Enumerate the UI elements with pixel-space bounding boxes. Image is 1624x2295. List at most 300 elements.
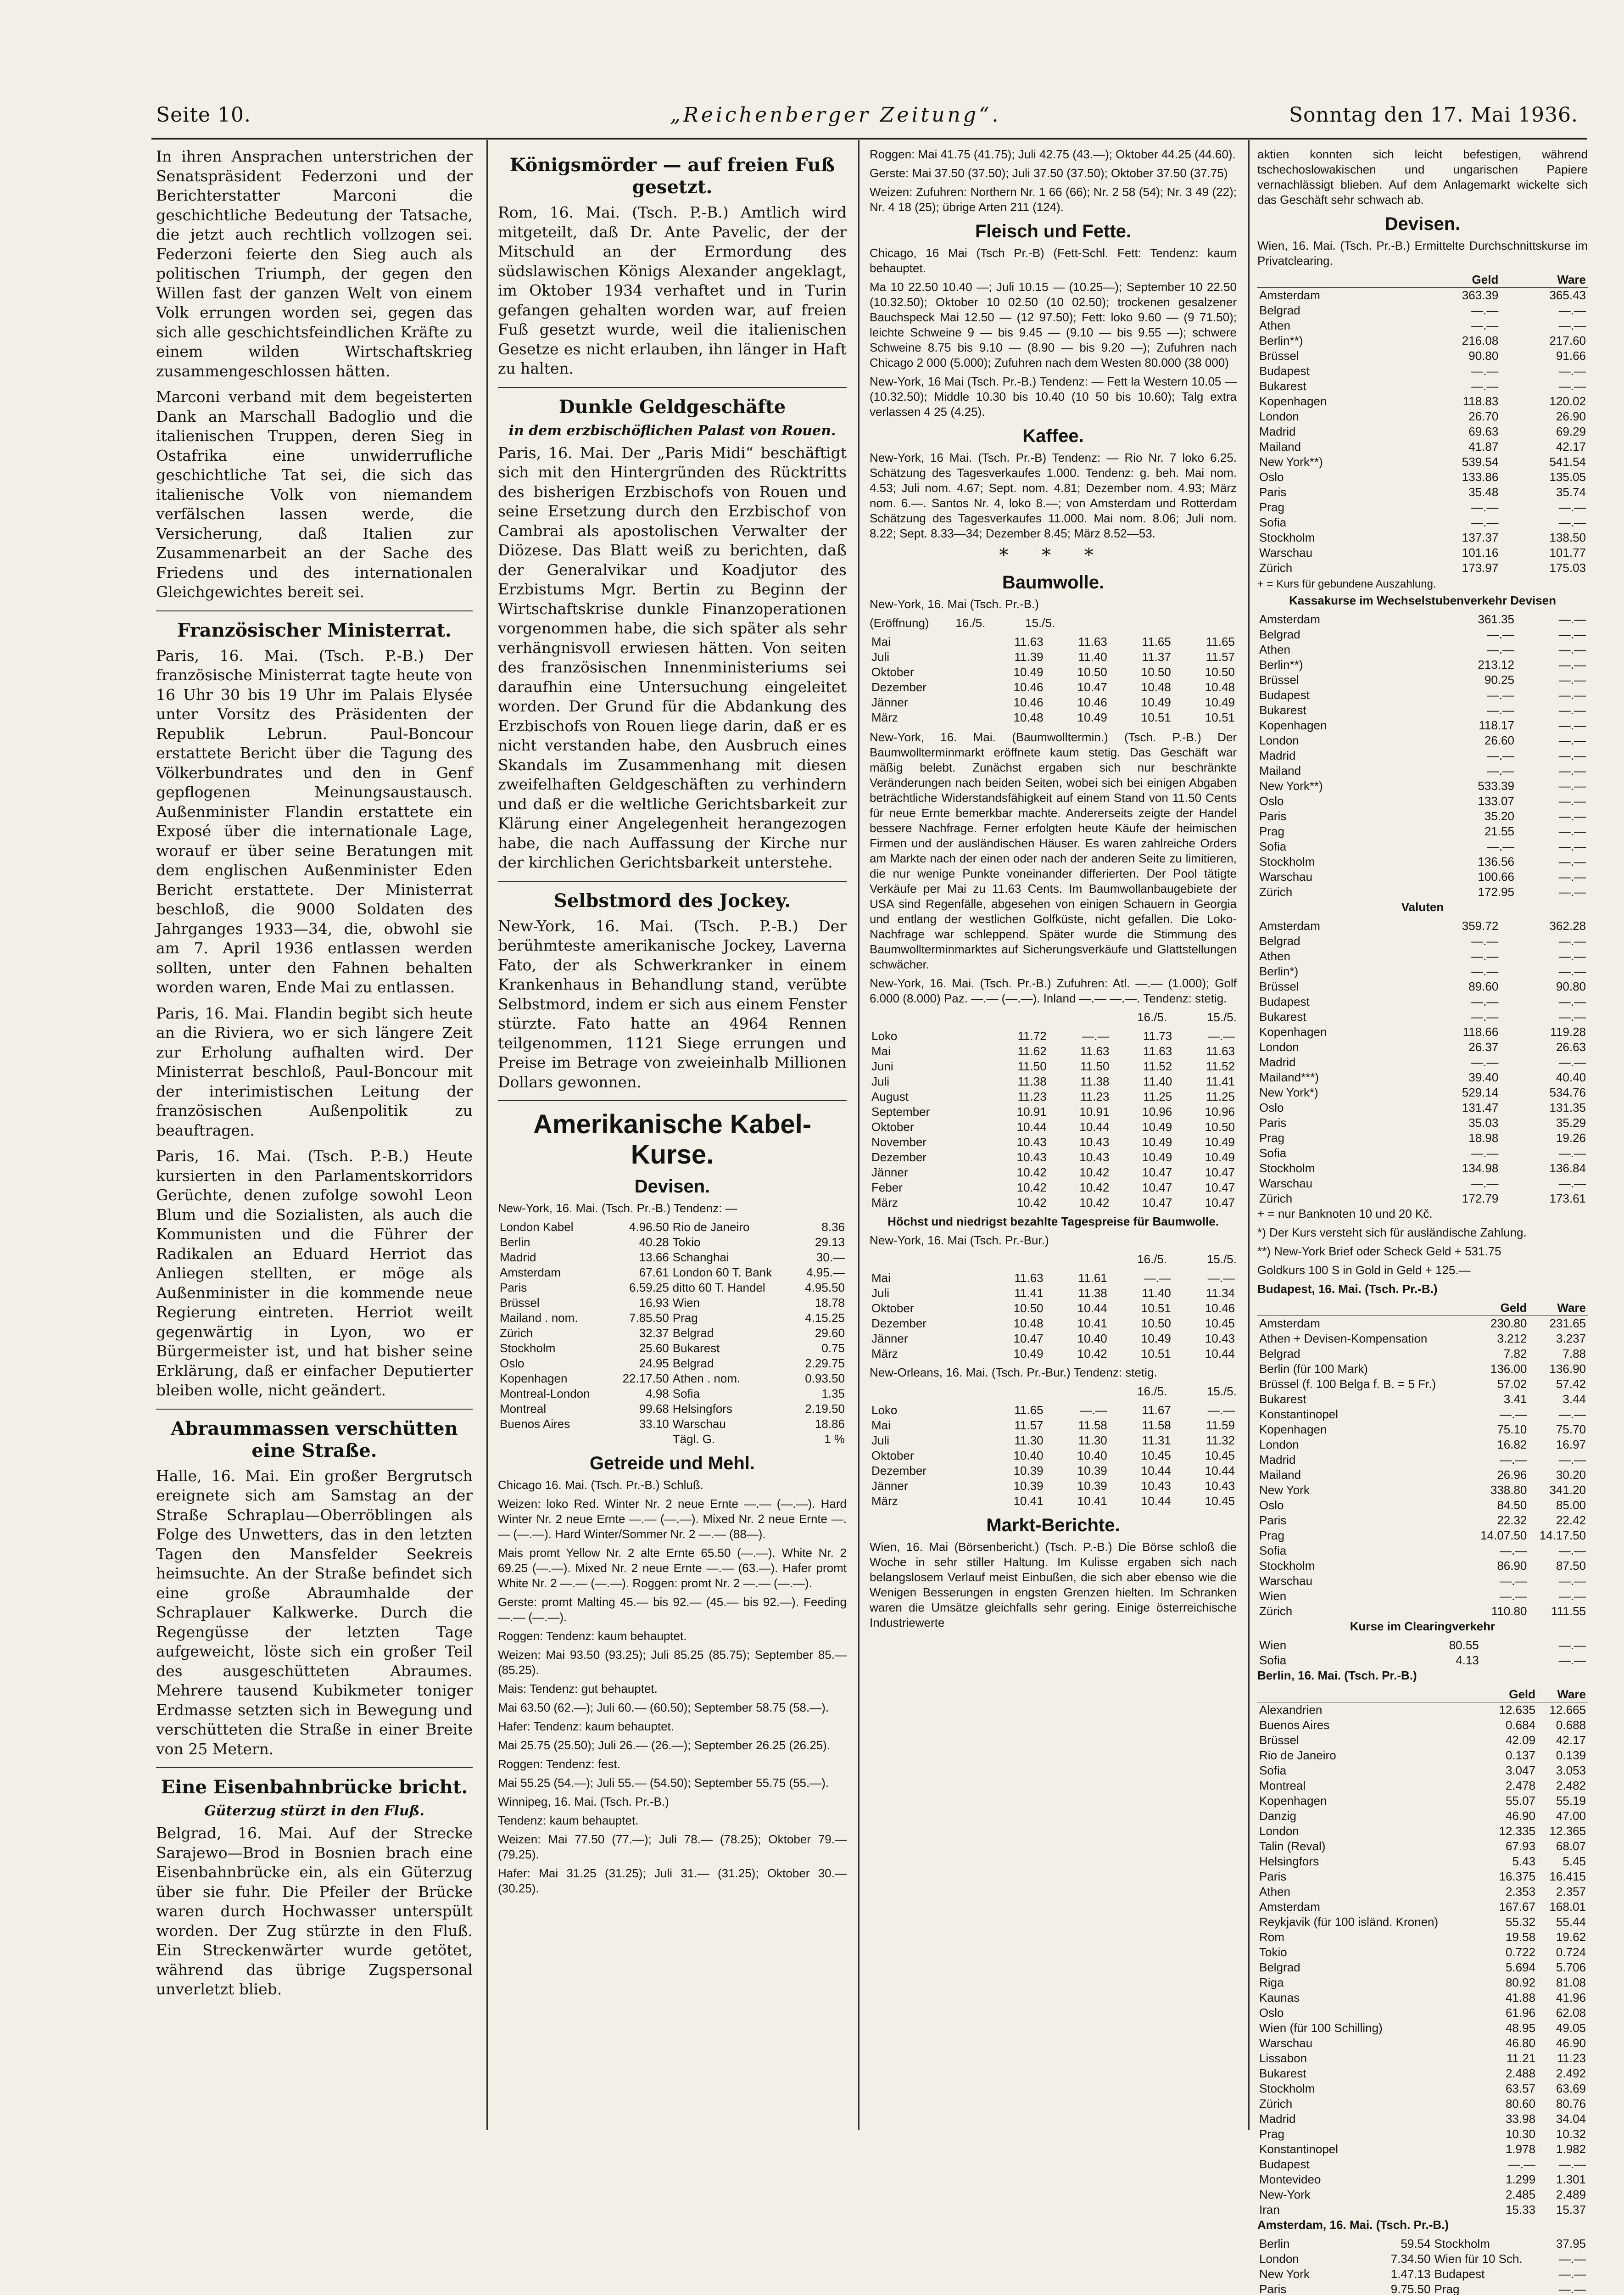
table-cell: 34.04	[1556, 2112, 1586, 2126]
table-cell: 10.51	[1141, 1347, 1171, 1360]
table-row	[1257, 1558, 1588, 1573]
table-row	[1257, 454, 1588, 470]
market-line: Weizen: Mai 93.50 (93.25); Juli 85.25 (85.75); September 85.— (85.25).	[498, 1648, 847, 1677]
table-caption: Höchst und niedrigst bezahlte Tagespreise für Baumwolle.	[887, 1215, 1219, 1228]
table-caption: Kassakurse im Wechselstubenverkehr Devisen	[1289, 593, 1556, 607]
table-cell: Bukarest	[1259, 379, 1306, 393]
table-cell: 11.40	[1078, 650, 1107, 664]
table-row	[1257, 1346, 1588, 1361]
table-cell: —.—	[1558, 840, 1586, 853]
table-cell: 10.44	[1079, 1120, 1110, 1134]
table-row	[870, 1346, 1237, 1361]
table-row	[1257, 2081, 1588, 2096]
table-cell	[498, 1432, 611, 1447]
table-row	[1257, 627, 1588, 642]
table-row	[1257, 794, 1588, 809]
table-cell: 4.13	[1456, 1653, 1479, 1667]
table-cell: 11.38	[1078, 1286, 1107, 1300]
headline-ministerrat: Französischer Ministerrat.	[177, 619, 452, 641]
column-rule	[1248, 140, 1250, 2130]
table-cell: 5.43	[1512, 1854, 1536, 1868]
table-cell: 10.39	[1077, 1479, 1107, 1493]
table-row	[1257, 839, 1588, 854]
table-cell: 137.37	[1462, 531, 1499, 544]
table-cell: 100.66	[1478, 870, 1514, 884]
table-row	[870, 1271, 1237, 1286]
market-report: Wien, 16. Mai (Börsenbericht.) (Tsch. P.-B.) Die Börse schloß die Woche in sehr stiller Haltung. Im Kulisse ergaben sich nach belangslosem Verlauf meist Einbußen, die sich aber ebenso wie die Wenigen Besserungen in engsten Grenzen hielten. Im Schranken waren die Umsätze gleichfalls sehr gering. Einige österreichische Industriewerte	[870, 1540, 1237, 1629]
table-header-row	[1257, 1300, 1588, 1316]
article-paragraph: Rom, 16. Mai. (Tsch. P.-B.) Amtlich wird mitgeteilt, daß Dr. Ante Pavelic, der der Mitschuld an der Ermordung des südslawischen Königs Alexander angeklagt, im Oktober 1934 verhaftet und in Turin gefangen gehalten worden war, auf freien Fuß gesetzt wurde, weil die italienischen Gesetze es nicht erlauben, ihn länger in Haft zu halten.	[498, 203, 847, 377]
table-cell: 80.76	[1556, 2097, 1586, 2110]
table-row	[870, 1331, 1237, 1346]
table-cell: Stockholm	[1259, 2082, 1315, 2095]
issue-date: Sonntag den 17. Mai 1936.	[1289, 103, 1578, 127]
table-cell: —.—	[1558, 733, 1586, 747]
table-cell: 3.047	[1505, 1763, 1536, 1777]
table-cell: 21.55	[1484, 824, 1514, 838]
table-row	[870, 1433, 1237, 1448]
table-row	[1257, 1573, 1588, 1589]
page-header	[156, 103, 1578, 135]
market-report: New-York, 16 Mai. (Tsch. Pr.-B) Tendenz: — Rio Nr. 7 loko 6.25. Schätzung des Tagesverkaufes 1.000. Tendenz: g. beh. Mai nom. 4.53; Juli nom. 4.67; Sept. nom. 4.81; Dezember nom. 4.93; März nom. 6.—. Santos Nr. 4, loko 8.—; von Amsterdam und Rotterdam Schätzung des Tagesverkaufes 11.000. Mai nom. 8.06; Juli nom. 8.22; Sept. 8.33—34; Dezember 8.45; März 8.52—53.	[870, 451, 1237, 540]
table-cell: —.—	[1558, 2252, 1586, 2266]
table-cell: Bukarest	[1259, 2066, 1306, 2080]
table-header-cell: Geld	[1413, 272, 1501, 288]
table-row	[1257, 1100, 1588, 1115]
table-column-header: 16./5. 15./5.	[1137, 1010, 1237, 1024]
table-cell: 13.66	[639, 1250, 669, 1264]
table-cell: —.—	[1558, 515, 1586, 529]
table-cell: Jänner	[871, 1165, 908, 1179]
table-cell: 533.39	[1478, 779, 1514, 793]
table-cell: 213.12	[1478, 658, 1514, 672]
table-row	[1257, 1161, 1588, 1176]
section-title-fleisch: Fleisch und Fette.	[975, 221, 1132, 241]
table-cell: Madrid	[500, 1250, 536, 1264]
table-cell: 10.47	[1205, 1196, 1235, 1209]
table-cell: September	[871, 1105, 930, 1119]
table-cell: Paris	[1259, 1513, 1287, 1527]
table-cell: Helsingfors	[672, 1402, 732, 1416]
table-cell: Paris	[1259, 1870, 1287, 1883]
table-row	[498, 1371, 847, 1386]
table-row	[1257, 1869, 1588, 1884]
market-line: Mais promt Yellow Nr. 2 alte Ernte 65.50 (—.—). White Nr. 2 69.25 (—.—). Mixed Nr. 2 neue Ernte —.— (63.—). Hafer promt White Nr. 2 —.— (—.—). Roggen: promt Nr. 2 —.— (—.—).	[498, 1546, 847, 1590]
table-row	[1257, 394, 1588, 409]
table-cell: 29.60	[815, 1326, 845, 1340]
table-cell: Kopenhagen	[1259, 1794, 1327, 1808]
table-cell: Warschau	[1259, 1176, 1313, 1190]
table-cell: —.—	[1558, 673, 1586, 687]
table-cell: —.—	[1471, 1010, 1499, 1024]
table-cell: Tägl. G.	[672, 1432, 715, 1446]
table-row	[1257, 1115, 1588, 1131]
table-row	[1257, 1945, 1588, 1960]
section-title-devisen: Devisen.	[1384, 214, 1461, 234]
table-row	[1257, 1070, 1588, 1085]
table-cell: 173.61	[1549, 1192, 1586, 1205]
article-separator	[498, 1100, 847, 1101]
table-cell: —.—	[1558, 1638, 1586, 1652]
table-cell: 10.50	[1141, 1316, 1171, 1330]
table-cell: 75.70	[1556, 1422, 1586, 1436]
budapest-table	[1257, 1300, 1588, 1619]
table-cell: 0.75	[821, 1341, 845, 1355]
table-cell: 8.36	[821, 1220, 845, 1234]
table-cell: Oslo	[1259, 2006, 1284, 2020]
table-cell: 534.76	[1549, 1086, 1586, 1099]
table-cell: 11.72	[1017, 1029, 1047, 1043]
table-cell: —.—	[1558, 688, 1586, 702]
table-cell: 10.48	[1205, 680, 1235, 694]
article-paragraph: Paris, 16. Mai. Flandin begibt sich heute an die Riviera, wo er sich längere Zeit zur Erholung aufhalten wird. Der Ministerrat beschloß, Paul-Boncour mit der interimistischen Leitung der französischen Außenpolitik zu beauftragen.	[156, 1004, 473, 1139]
table-cell: London	[1259, 2252, 1299, 2266]
table-cell: 30.—	[816, 1250, 845, 1264]
table-cell: 363.39	[1462, 288, 1499, 302]
table-cell: —.—	[1471, 934, 1499, 948]
market-line: Mai 63.50 (62.—); Juli 60.— (60.50); September 58.75 (58.—).	[498, 1701, 829, 1714]
table-cell: Wien	[1259, 1589, 1287, 1603]
table-cell: 10.47	[1142, 1196, 1172, 1209]
table-cell: 4.96.50	[629, 1220, 669, 1234]
table-row	[1257, 439, 1588, 454]
table-row	[1257, 1131, 1588, 1146]
table-row	[1257, 470, 1588, 485]
table-cell: 11.67	[1142, 1403, 1171, 1417]
table-row	[1257, 1361, 1588, 1377]
table-cell: 101.77	[1549, 546, 1586, 560]
table-row	[1257, 1191, 1588, 1206]
table-row	[870, 1478, 1237, 1494]
table-cell: Juli	[871, 1433, 890, 1447]
table-cell: 10.42	[1079, 1196, 1110, 1209]
table-cell: 10.50	[1141, 665, 1171, 679]
table-cell: Wien	[672, 1296, 700, 1310]
table-cell: —.—	[1558, 612, 1586, 626]
headline-dunkle-geldgeschaefte: Dunkle Geldgeschäfte	[558, 396, 786, 418]
table-cell: —.—	[1508, 2157, 1536, 2171]
table-cell: 131.47	[1462, 1101, 1499, 1114]
table-cell: 10.32	[1556, 2127, 1586, 2141]
article-paragraph: Paris, 16. Mai. (Tsch. P.-B.) Der französische Ministerrat tagte heute von 16 Uhr 30 bis 19 Uhr im Palais Elysée unter Vorsitz des Präsidenten der Republik Lebrun. Paul-Boncour erstattete Bericht über die Tagung des Völkerbundrates und den in Genf gepflogenen Meinungsaustausch. Außenminister Flandin erstattete ein Exposé über die internationale Lage, worauf er über seine Beratungen mit dem englischen Außenminister Eden Bericht erstattete. Der Ministerrat beschloß, die 9000 Soldaten des Jahrganges 1933—34, die, obwohl sie am 7. April 1936 entlassen werden sollten, unter den Fahnen behalten worden waren, Ende Mai zu entlassen.	[156, 646, 473, 996]
table-row	[870, 1418, 1237, 1433]
table-cell: 26.37	[1468, 1040, 1499, 1054]
table-cell: —.—	[1207, 1029, 1235, 1043]
table-cell: 5.694	[1505, 1960, 1536, 1974]
table-cell: 10.44	[1205, 1464, 1235, 1478]
table-cell: Mai	[871, 1044, 891, 1058]
table-cell: 10.39	[1013, 1479, 1044, 1493]
table-row	[1257, 1407, 1588, 1422]
table-cell: 7.85.50	[629, 1311, 669, 1325]
table-cell: 26.70	[1468, 409, 1499, 423]
market-line: Goldkurs 100 S in Gold in Geld + 125.—	[1257, 1263, 1471, 1277]
table-cell: 11.63	[1014, 1271, 1044, 1285]
table-row	[1257, 545, 1588, 560]
table-cell: Berlin (für 100 Mark)	[1259, 1362, 1368, 1376]
table-header-cell	[1257, 1300, 1470, 1316]
table-cell: Sofia	[1259, 515, 1287, 529]
market-line: Chicago 16. Mai. (Tsch. Pr.-B.) Schluß.	[498, 1478, 703, 1492]
table-cell: 22.42	[1556, 1513, 1586, 1527]
table-footnotes	[1257, 1206, 1588, 1278]
table-cell: —.—	[1471, 364, 1499, 378]
table-cell: —.—	[1487, 703, 1514, 717]
table-cell: Brüssel (f. 100 Belga f. B. = 5 Fr.)	[1259, 1377, 1436, 1391]
table-cell: —.—	[1471, 1176, 1499, 1190]
article-separator	[156, 1767, 473, 1768]
table-cell: 11.59	[1205, 1418, 1235, 1432]
table-cell: 10.43	[1205, 1332, 1235, 1345]
table-cell: 42.17	[1556, 1733, 1586, 1747]
table-cell: Kopenhagen	[1259, 718, 1327, 732]
table-cell: Madrid	[1259, 2112, 1296, 2126]
table-cell: —.—	[1471, 379, 1499, 393]
table-cell: 341.20	[1549, 1483, 1586, 1497]
table-cell: 12.635	[1499, 1703, 1536, 1717]
table-cell: 57.02	[1497, 1377, 1527, 1391]
table-cell: Sofia	[1259, 1544, 1287, 1557]
table-cell: 11.40	[1143, 1075, 1172, 1088]
table-cell: 90.80	[1556, 980, 1586, 993]
table-cell: Dezember	[871, 1150, 926, 1164]
table-cell: Prag	[1259, 824, 1284, 838]
table-cell: Prag	[1259, 2127, 1284, 2141]
table-cell: Rio de Janeiro	[672, 1220, 750, 1234]
table-cell: Oslo	[1259, 1498, 1284, 1512]
table-cell: 10.43	[1079, 1150, 1110, 1164]
table-cell: Juli	[871, 650, 890, 664]
table-cell: —.—	[1471, 949, 1499, 963]
table-cell: Stockholm	[1434, 2237, 1490, 2250]
table-row	[870, 1104, 1237, 1120]
market-dateline: New-York, 16. Mai (Tsch. Pr.-Bur.)	[870, 1233, 1049, 1247]
table-cell: Zürich	[1259, 2097, 1293, 2110]
market-line: Gerste: promt Malting 45.— bis 92.— (45.— bis 92.—). Feeding —.— (—.—).	[498, 1595, 847, 1624]
table-cell: Belgrad	[1259, 934, 1300, 948]
table-cell: 11.39	[1014, 650, 1044, 664]
table-row	[870, 1494, 1237, 1509]
grain-report-continued	[870, 147, 1237, 215]
baumwolle-table-4	[870, 1403, 1237, 1509]
table-cell: 67.61	[639, 1265, 669, 1279]
article-separator	[156, 610, 473, 611]
table-row	[1257, 1422, 1588, 1437]
headline-abraummassen: Abraummassen verschütten eine Straße.	[171, 1417, 458, 1461]
table-cell: 19.26	[1556, 1131, 1586, 1145]
table-cell: 365.43	[1549, 288, 1586, 302]
table-row	[1257, 1316, 1588, 1332]
table-row	[1257, 1854, 1588, 1869]
table-cell: 1.301	[1556, 2172, 1586, 2186]
table-cell: Budapest	[1434, 2267, 1485, 2281]
table-cell: —.—	[1487, 627, 1514, 641]
subheadline: in dem erzbischöflichen Palast von Rouen.	[508, 422, 836, 439]
table-cell: 19.58	[1505, 1930, 1536, 1944]
table-cell: 2.489	[1556, 2188, 1586, 2201]
table-cell: Budapest	[1259, 995, 1310, 1008]
table-cell: Juli	[871, 1075, 890, 1088]
table-cell: 40.28	[639, 1235, 669, 1249]
table-cell: 118.66	[1462, 1025, 1499, 1039]
newspaper-title: „Reichenberger Zeitung“.	[670, 103, 1001, 127]
table-cell: Kopenhagen	[1259, 394, 1327, 408]
table-cell: 11.73	[1143, 1029, 1172, 1043]
table-cell: —.—	[1558, 718, 1586, 732]
table-cell: Bukarest	[1259, 1010, 1306, 1024]
table-cell: 0.688	[1556, 1718, 1586, 1732]
table-cell: 0.684	[1505, 1718, 1536, 1732]
table-cell: Belgrad	[1259, 1960, 1300, 1974]
table-cell: 3.44	[1563, 1392, 1586, 1406]
table-cell: 135.05	[1549, 470, 1586, 484]
table-cell: —.—	[1471, 303, 1499, 317]
table-row	[1257, 1467, 1588, 1483]
table-cell: Zürich	[1259, 1192, 1293, 1205]
table-header-row	[1257, 1687, 1588, 1702]
table-cell: 134.98	[1462, 1161, 1499, 1175]
table-cell: 2.482	[1556, 1779, 1586, 1792]
table-cell: 10.50	[1205, 1120, 1235, 1134]
table-row	[1257, 1899, 1588, 1914]
table-row	[1257, 854, 1588, 869]
table-cell: 11.30	[1078, 1433, 1107, 1447]
table-cell: 10.44	[1141, 1494, 1171, 1508]
table-row	[1257, 1483, 1588, 1498]
table-cell: 101.16	[1462, 546, 1499, 560]
table-row	[1257, 964, 1588, 979]
table-header-cell	[1257, 272, 1413, 288]
table-cell: 5.45	[1563, 1854, 1586, 1868]
table-cell: Sofia	[1259, 1763, 1287, 1777]
table-cell: 11.23	[1080, 1090, 1110, 1103]
table-row	[498, 1326, 847, 1341]
table-cell: —.—	[1558, 364, 1586, 378]
table-cell: Brüssel	[1259, 349, 1299, 363]
table-row	[1257, 2172, 1588, 2187]
table-cell: Schanghai	[672, 1250, 729, 1264]
subheadline: Güterzug stürzt in den Fluß.	[204, 1803, 424, 1819]
table-row	[1257, 2267, 1588, 2282]
table-column-header: 16./5. 15./5.	[1137, 1252, 1237, 1266]
table-cell: Oktober	[871, 1120, 914, 1134]
table-cell: 12.335	[1499, 1824, 1536, 1838]
headline-koenigsmoerder: Königsmörder — auf freien Fuß gesetzt.	[509, 154, 835, 198]
table-cell: 16.82	[1497, 1438, 1527, 1451]
table-row	[870, 1120, 1237, 1135]
table-cell: 10.49	[1142, 1135, 1172, 1149]
table-cell: 10.50	[1205, 665, 1235, 679]
market-line: Roggen: Tendenz: kaum behauptet.	[498, 1629, 687, 1643]
market-line: + = nur Banknoten 10 und 20 Kč.	[1257, 1207, 1433, 1220]
table-row	[1257, 979, 1588, 994]
table-header-cell: Geld	[1470, 1300, 1529, 1316]
table-cell: 11.34	[1205, 1286, 1235, 1300]
table-cell: 10.44	[1141, 1464, 1171, 1478]
article-paragraph: In ihren Ansprachen unterstrichen der Senatspräsident Federzoni und der Berichterstatter Marconi die geschichtliche Bedeutung der Tatsache, die jetzt auch rechtlich vollzogen sei. Federzoni feierte den Sieg auch als politischen Triumph, der gegen den Willen fast der ganzen Welt von einem Volk errungen worden sei, gegen das sich alle geschichtsfeindlichen Kräfte zu einem wilden Wirtschaftskrieg zusammengeschlossen hätten.	[156, 147, 473, 380]
table-row	[1257, 1331, 1588, 1346]
table-cell: 539.54	[1462, 455, 1499, 469]
market-line: Mai 55.25 (54.—); Juli 55.— (54.50); September 55.75 (55.—).	[498, 1776, 829, 1790]
table-cell: 0.722	[1505, 1945, 1536, 1959]
article-separator	[156, 1409, 473, 1410]
table-row	[1257, 2051, 1588, 2066]
table-row	[498, 1432, 847, 1447]
column-3	[870, 147, 1237, 2125]
table-row	[1257, 333, 1588, 348]
table-cell: 119.28	[1550, 1025, 1586, 1039]
market-line: Weizen: loko Red. Winter Nr. 2 neue Ernte —.— (—.—). Hard Winter Nr. 2 neue Ernte —.— (—.—). Mixed Nr. 2 neue Ernte —.— (—.—). Hard Winter/Sommer Nr. 2 —.— (88—).	[498, 1497, 847, 1541]
table-cell: Alexandrien	[1259, 1703, 1323, 1717]
table-cell: —.—	[1558, 809, 1586, 823]
table-cell: Rio de Janeiro	[1259, 1748, 1336, 1762]
table-cell: Athen	[1259, 319, 1290, 332]
table-cell: 11.58	[1078, 1418, 1107, 1432]
table-cell: 15.37	[1556, 2203, 1586, 2217]
table-cell: 33.98	[1505, 2112, 1536, 2126]
market-dateline: Budapest, 16. Mai. (Tsch. Pr.-B.)	[1257, 1282, 1438, 1296]
table-cell: Paris	[1259, 2282, 1287, 2295]
table-cell: Mailand	[1259, 1468, 1301, 1482]
table-cell: —.—	[1558, 764, 1586, 778]
table-cell: —.—	[1558, 779, 1586, 793]
table-cell: —.—	[1558, 658, 1586, 672]
table-cell: —.—	[1558, 1574, 1586, 1588]
table-cell: 362.28	[1549, 919, 1586, 933]
table-cell: 10.46	[1013, 695, 1044, 709]
table-cell: 10.45	[1141, 1449, 1171, 1462]
table-cell: 11.52	[1205, 1059, 1235, 1073]
table-row	[498, 1220, 847, 1235]
table-row	[1257, 1793, 1588, 1808]
table-cell: 133.86	[1462, 470, 1499, 484]
table-cell: —.—	[1558, 934, 1586, 948]
section-title-getreide: Getreide und Mehl.	[589, 1453, 755, 1473]
table-cell: 10.41	[1013, 1494, 1044, 1508]
table-cell: Madrid	[1259, 425, 1296, 438]
table-row	[1257, 1718, 1588, 1733]
market-dateline: New-York, 16. Mai (Tsch. Pr.-B.)	[870, 597, 1039, 611]
table-cell: 35.20	[1484, 809, 1514, 823]
table-cell: Tokio	[672, 1235, 701, 1249]
table-row	[870, 1463, 1237, 1478]
table-cell: 22.32	[1497, 1513, 1527, 1527]
table-cell: Reykjavik (für 100 isländ. Kronen)	[1259, 1915, 1439, 1929]
table-cell: 1 %	[824, 1432, 845, 1446]
table-row	[1257, 2036, 1588, 2051]
table-cell: Buenos Aires	[500, 1417, 570, 1431]
table-cell: 138.50	[1549, 531, 1586, 544]
market-dateline: Amsterdam, 16. Mai. (Tsch. Pr.-B.)	[1257, 2218, 1449, 2232]
table-row	[1257, 515, 1588, 530]
table-cell: 10.42	[1079, 1181, 1110, 1194]
table-cell: 11.57	[1014, 1418, 1044, 1432]
table-cell: —.—	[1500, 1544, 1527, 1557]
table-cell: Mailand	[1259, 764, 1301, 778]
table-cell: 5.706	[1556, 1960, 1586, 1974]
table-row	[1257, 2282, 1588, 2295]
market-report: New-York, 16 Mai (Tsch. Pr.-B.) Tendenz: — Fett la Western 10.05 — (10.32.50); Middle 10.30 bis 10.40 (10 50 bis 10.60); Talg extra verlassen 4 25 (4.25).	[870, 375, 1237, 419]
table-cell: Mai	[871, 1418, 891, 1432]
table-cell: 10.42	[1016, 1165, 1047, 1179]
market-dateline: New-Orleans, 16. Mai. (Tsch. Pr.-Bur.) Tendenz: stetig.	[870, 1366, 1157, 1379]
table-cell: Amsterdam	[1259, 288, 1320, 302]
table-cell: 10.40	[1077, 1332, 1107, 1345]
table-cell: 133.07	[1478, 794, 1514, 808]
table-cell: 168.01	[1549, 1900, 1586, 1914]
table-cell: Berlin**)	[1259, 658, 1303, 672]
table-row	[498, 1356, 847, 1371]
